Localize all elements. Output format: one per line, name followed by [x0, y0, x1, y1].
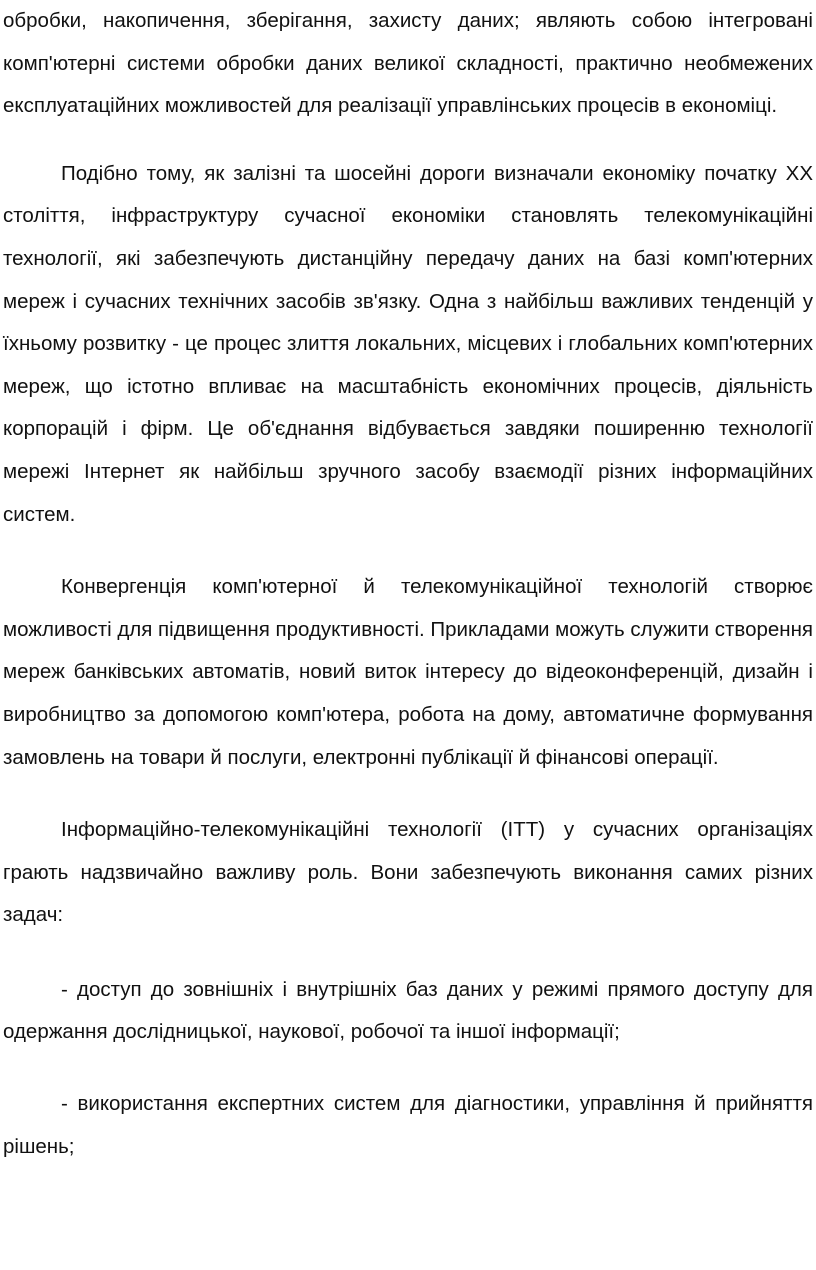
paragraph-itt-role: Інформаційно-телекомунікаційні технології (ІТТ) у сучасних організаціях грають надзвичайно важливу роль. Вони забезпечують виконання самих різних задач: — [3, 818, 813, 927]
paragraph-convergence: Конвергенція комп'ютерної й телекомунікаційної технологій створює можливості для підвищення продуктивності. Прикладами можуть служити створення мереж банківських автоматів, новий виток інтересу до відеоконференцій, дизайн і виробництво за допомогою комп'ютера, робота на дому, автоматичне формування замовлень на товари й послуги, електронні публікації й фінансові операції. — [3, 575, 814, 769]
list-item-expert-systems: - використання експертних систем для діагностики, управління й прийняття рішень; — [3, 1092, 813, 1158]
paragraph-continuation: обробки, накопичення, зберігання, захисту даних; являють собою інтегровані комп'ютерні системи обробки даних великої складності, практично необмежених експлуатаційних можливостей для реалізації управлінських процесів в економіці. — [3, 9, 813, 118]
list-item-database-access: - доступ до зовнішніх і внутрішніх баз даних у режимі прямого доступу для одержання дослідницької, наукової, робочої та іншої інформації; — [3, 977, 813, 1044]
paragraph-infrastructure: Подібно тому, як залізні та шосейні дороги визначали економіку початку ХХ століття, інфраструктуру сучасної економіки становлять телекомунікаційні технології, які забезпечують дистанційну передачу даних на базі комп'ютерних мереж і сучасних технічних засобів зв'язку. Одна з найбільш важливих тенденцій у їхньому розвитку - це процес злиття локальних, місцевих і глобальних комп'ютерних мереж, що істотно впливає на масштабність економічних процесів, діяльність корпорацій і фірм. Це об'єднання відбувається завдяки поширенню технології мережі Інтернет як найбільш зручного засобу взаємодії різних інформаційних систем. — [3, 161, 813, 526]
document-page — [3, 0, 813, 1168]
